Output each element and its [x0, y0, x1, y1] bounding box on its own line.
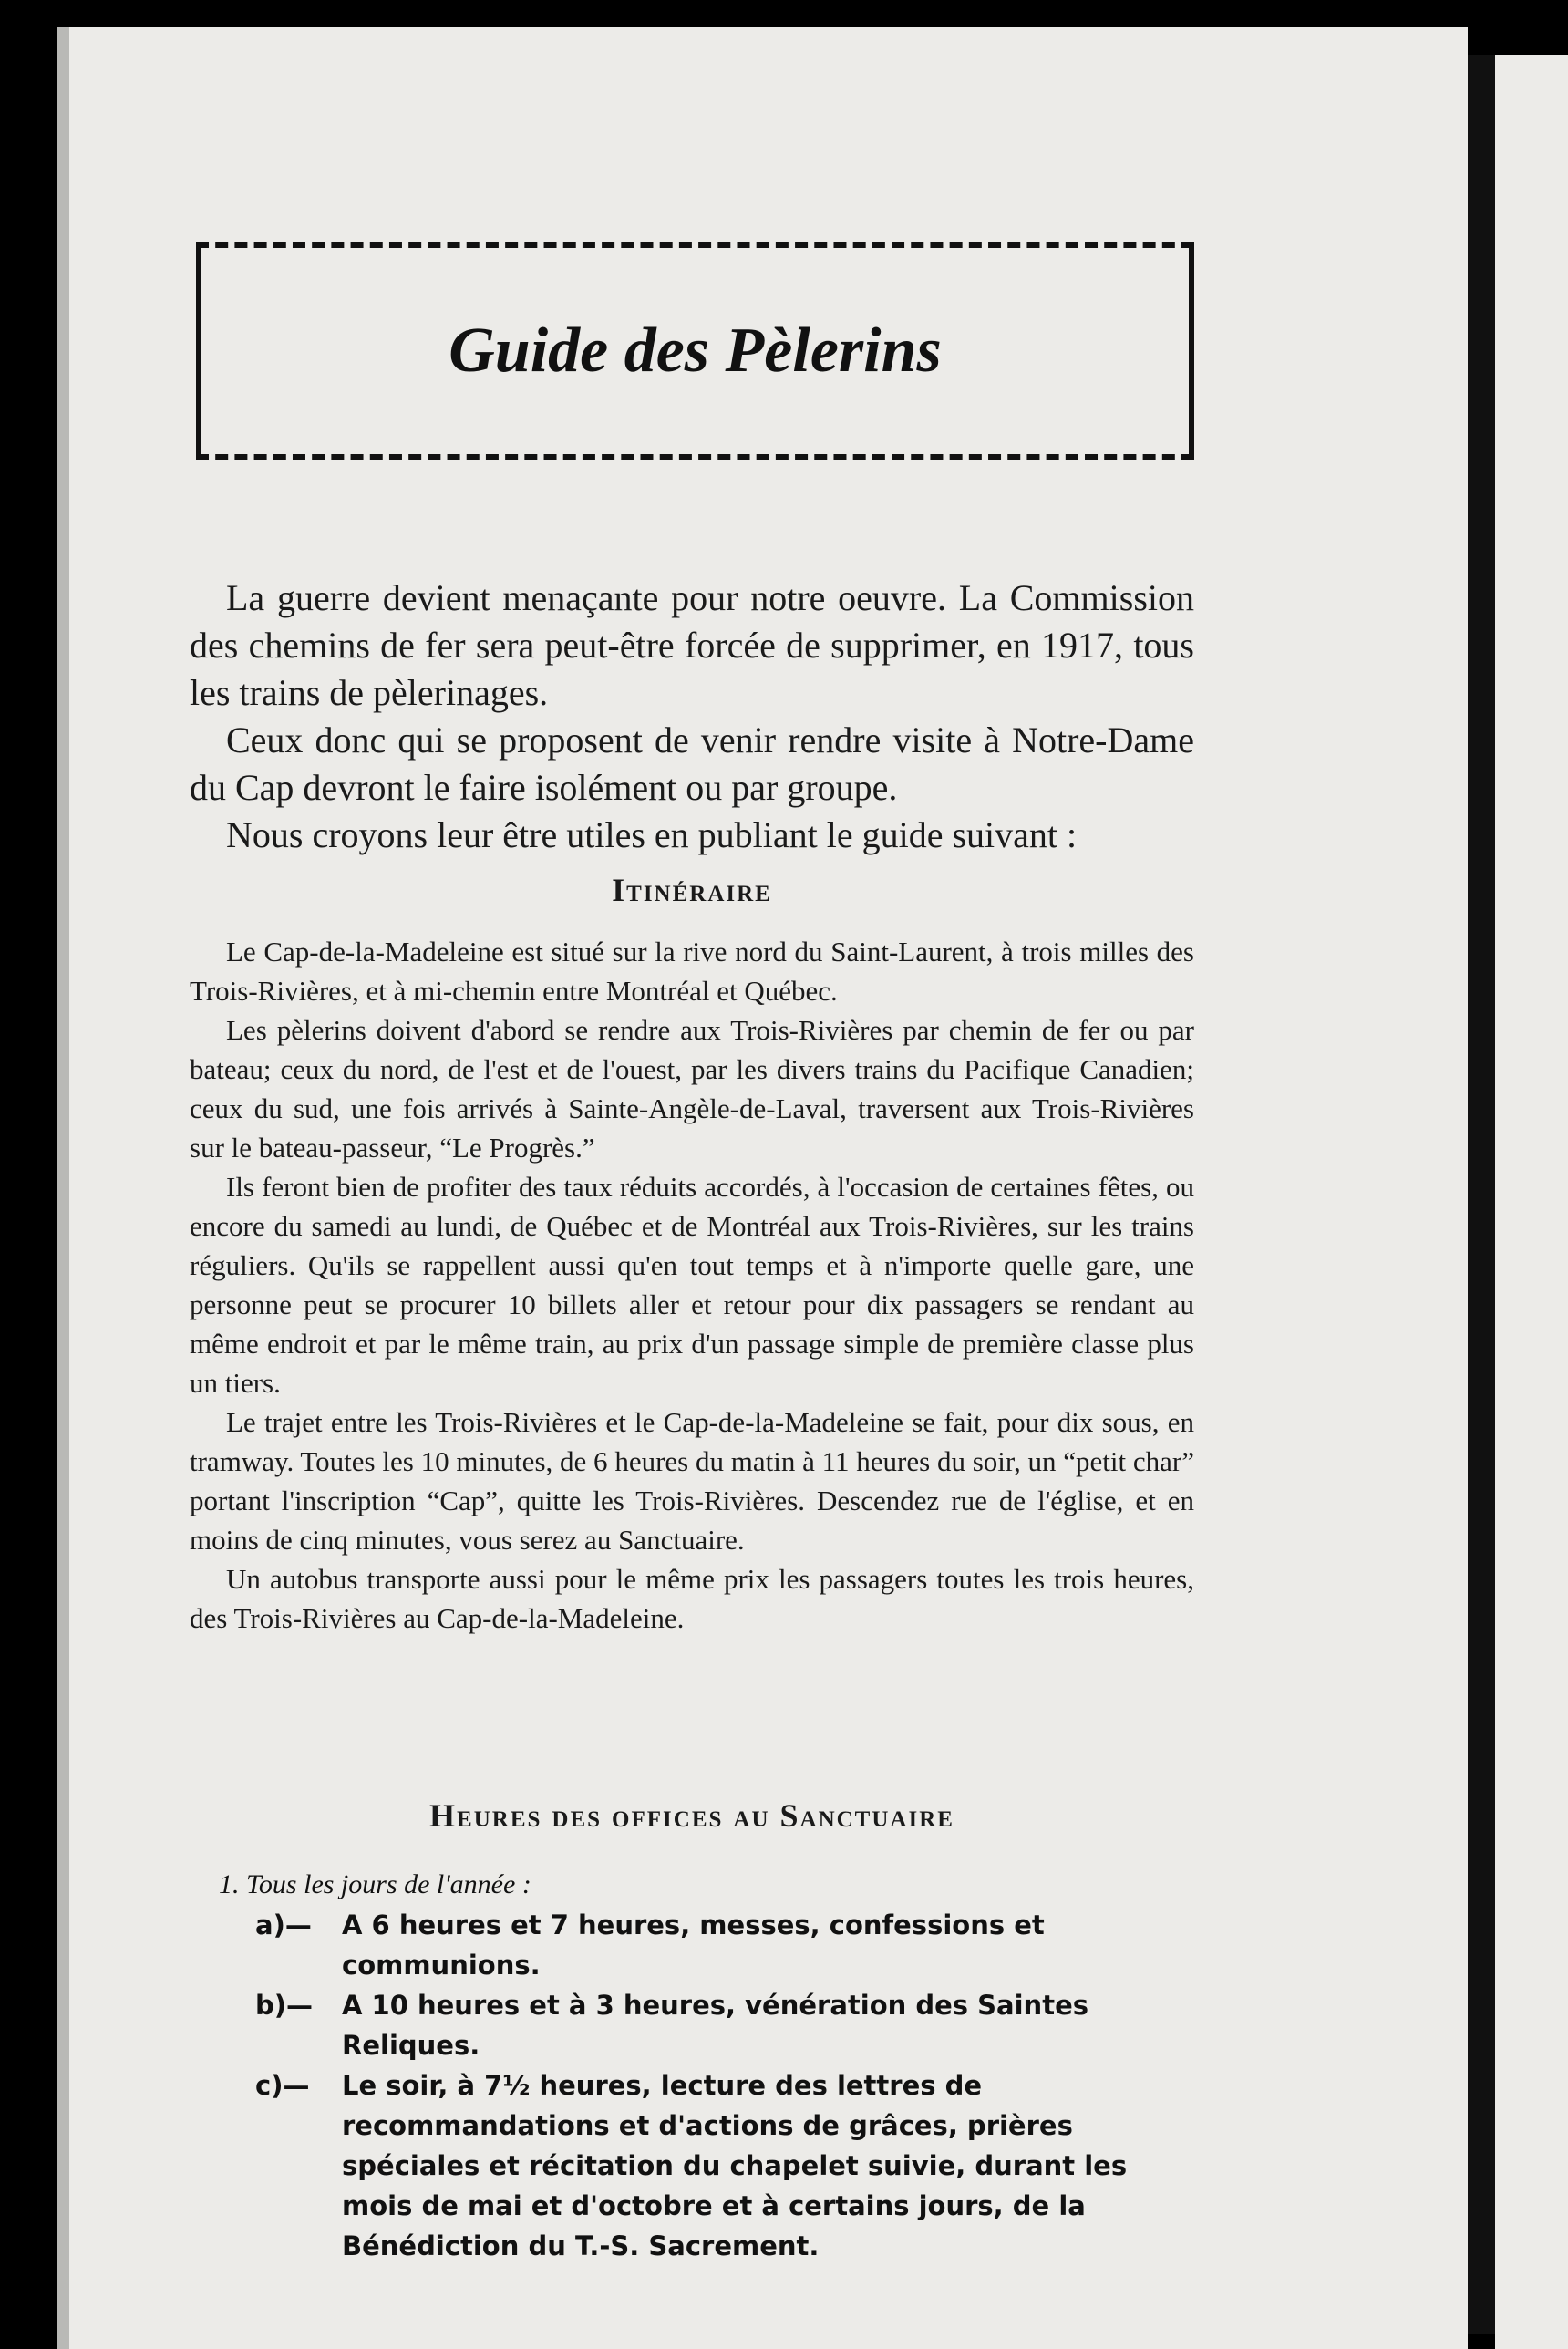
intro-paragraph: La guerre devient menaçante pour notre oeuvre. La Commission des chemins de fer sera peut-être forcée de supprimer, en 1917, tous les trains de pèlerinages. — [190, 577, 1194, 713]
office-item — [255, 1985, 1203, 2065]
office-item-text: A 6 heures et 7 heures, messes, confessions et communions. — [342, 1909, 1045, 1981]
itineraire-paragraph: Un autobus transporte aussi pour le même prix les passagers toutes les trois heures, des Trois-Rivières au Cap-de-la-Madeleine. — [190, 1563, 1194, 1634]
title-frame-bottom-rule — [196, 454, 1194, 460]
intro-section — [190, 574, 1194, 859]
office-item-label: c)— — [255, 2070, 310, 2101]
office-item-text: Le soir, à 7½ heures, lecture des lettres de recommandations et d'actions de grâces, prières spéciales et récitation du chapelet suivie, durant les mois de mai et d'octobre et à certains jours, de la Bénédiction du T.-S. Sacrement. — [342, 2070, 1128, 2261]
title-frame-top-rule — [196, 242, 1194, 248]
itineraire-paragraph: Le Cap-de-la-Madeleine est situé sur la rive nord du Saint-Laurent, à trois milles des Trois-Rivières, et à mi-chemin entre Montréal et Québec. — [190, 936, 1194, 1007]
itineraire-paragraph: Ils feront bien de profiter des taux réduits accordés, à l'occasion de certaines fêtes, ou encore du samedi au lundi, de Québec et de Montréal aux Trois-Rivières, sur les trains réguliers. Qu'ils se rappellent aussi qu'en tout temps et à n'importe quelle gare, une personne peut se procurer 10 billets aller et retour pour dix passagers se rendant au même endroit et par le même train, au prix d'un passage simple de première classe plus un tiers. — [190, 1171, 1194, 1399]
offices-section — [219, 1865, 1203, 2266]
intro-paragraph: Nous croyons leur être utiles en publiant le guide suivant : — [226, 814, 1078, 855]
itineraire-heading: Itinéraire — [612, 872, 772, 908]
itineraire-section — [190, 932, 1194, 1638]
book-gutter — [1468, 55, 1495, 2334]
itineraire-paragraph: Le trajet entre les Trois-Rivières et le Cap-de-la-Madeleine se fait, pour dix sous, en tramway. Toutes les 10 minutes, de 6 heures du matin à 11 heures du soir, un “petit char” portant l'inscription “Cap”, quitte les Trois-Rivières. Descendez rue de l'église, et en moins de cinq minutes, vous serez au Sanctuaire. — [190, 1406, 1194, 1556]
page-title: Guide des Pèlerins — [449, 316, 942, 386]
office-item — [255, 2065, 1203, 2266]
intro-paragraph: Ceux donc qui se proposent de venir rendre visite à Notre-Dame du Cap devront le faire isolément ou par groupe. — [190, 719, 1194, 808]
office-item — [255, 1905, 1203, 1985]
office-item-label: a)— — [255, 1909, 312, 1940]
next-page-edge — [1495, 55, 1568, 2349]
office-item-text: A 10 heures et à 3 heures, vénération des Saintes Reliques. — [342, 1990, 1088, 2061]
itineraire-paragraph: Les pèlerins doivent d'abord se rendre aux Trois-Rivières par chemin de fer ou par bateau; ceux du nord, de l'est et de l'ouest, par les divers trains du Pacifique Canadien; ceux du sud, une fois arrivés à Sainte-Angèle-de-Laval, traversent aux Trois-Rivières sur le bateau-passeur, “Le Progrès.” — [190, 1014, 1194, 1164]
offices-list-intro: 1. Tous les jours de l'année : — [219, 1869, 531, 1899]
office-item-label: b)— — [255, 1990, 314, 2021]
offices-heading: Heures des offices au Sanctuaire — [429, 1797, 954, 1834]
title-frame — [196, 242, 1194, 460]
